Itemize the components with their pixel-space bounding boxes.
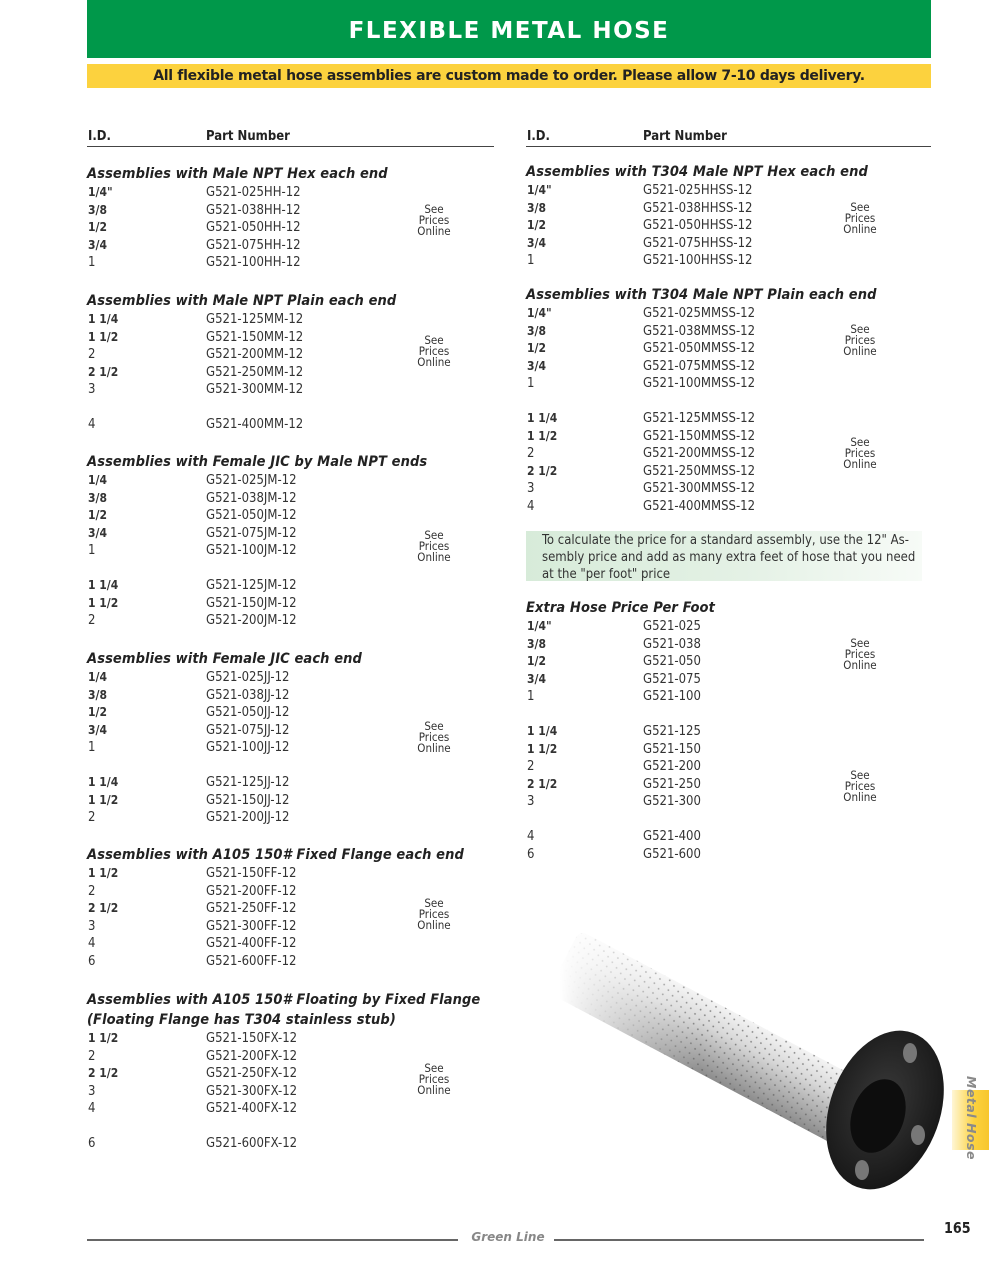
see-prices-online-link[interactable]: See Prices Online [843,200,877,236]
table-row: 3/4 G521-075JM-12 [88,525,297,541]
table-row: 3/8 G521-038 [527,636,701,652]
delivery-notice: All flexible metal hose assemblies are custom made to order. Please allow 7-10 days delivery. [87,64,931,88]
section-male-npt-hex [87,164,494,272]
id-header: I.D. [527,129,550,144]
table-row: 1 G521-100 [527,689,701,704]
table-row: 2 G521-200MMSS-12 [527,446,756,461]
table-row: 2 G521-200MM-12 [88,347,304,362]
table-row: 3/8 G521-038HH-12 [88,202,301,218]
table-row: 1 1/4 G521-125MMSS-12 [527,411,756,426]
table-row: 4 G521-400FF-12 [88,936,297,951]
table-row: 1/2 G521-050JM-12 [88,508,297,523]
footer-divider [87,1239,458,1241]
footer-divider [554,1239,924,1241]
see-prices-online-link[interactable]: See Prices Online [417,202,451,238]
table-row: 2 G521-200FF-12 [88,883,297,899]
table-row: 4 G521-400MM-12 [88,417,304,432]
table-row: 1 1/2 G521-150MM-12 [88,329,304,345]
see-prices-online-link[interactable]: See Prices Online [417,333,451,369]
part-number-header: Part Number [643,129,727,144]
table-row: 1/4" G521-025MMSS-12 [527,306,756,321]
column-header [526,128,931,147]
table-row: 3/8 G521-038JM-12 [88,490,297,506]
section-t304-male-npt-plain [526,285,931,515]
section-male-npt-plain [87,291,494,434]
table-row: 1/2 G521-050HH-12 [88,220,301,235]
see-prices-online-link[interactable]: See Prices Online [417,1061,451,1097]
section-fixed-flange [87,845,494,970]
table-row: 3/8 G521-038MMSS-12 [527,323,756,339]
metal-hose-product-image [560,920,960,1200]
table-row: 3/4 G521-075 [527,671,701,687]
section-title: Assemblies with Male NPT Plain each end [87,293,397,309]
page-title: FLEXIBLE METAL HOSE [87,0,931,58]
table-row: 1/2 G521-050JJ-12 [88,705,290,720]
table-row: 3/4 G521-075JJ-12 [88,722,290,738]
page-number: 165 [944,1219,971,1237]
section-female-jic-each-end [87,649,494,827]
table-row: 2 G521-200FX-12 [88,1048,298,1064]
id-header: I.D. [88,129,111,144]
table-row: 6 G521-600FX-12 [88,1136,298,1151]
section-subtitle: (Floating Flange has T304 stainless stub) [87,1012,396,1028]
part-number-header: Part Number [206,129,290,144]
table-row: 1 G521-100HHSS-12 [527,253,753,268]
section-t304-male-npt-hex [526,162,931,270]
table-row: 2 1/2 G521-250 [527,776,701,792]
section-female-jic-male-npt [87,452,494,630]
table-row: 1 G521-100MMSS-12 [527,376,756,391]
table-row: 3/4 G521-075HHSS-12 [527,235,753,251]
table-row: 2 G521-200 [527,759,701,774]
see-prices-online-link[interactable]: See Prices Online [417,896,451,932]
price-calculation-note: To calculate the price for a standard assembly, use the 12" As- sembly price and add as many extra feet of hose that you need at the "per foot" price [526,531,922,581]
table-row: 1/4" G521-025HHSS-12 [527,183,753,198]
table-row: 3/4 G521-075HH-12 [88,237,301,253]
left-column [87,128,494,1151]
see-prices-online-link[interactable]: See Prices Online [417,528,451,564]
table-row: 6 G521-600FF-12 [88,953,297,969]
table-row: 3/4 G521-075MMSS-12 [527,358,756,374]
table-row: 1 1/4 G521-125JJ-12 [88,775,290,790]
section-title: Assemblies with T304 Male NPT Plain each end [526,287,877,303]
table-row: 4 G521-400 [527,829,701,844]
section-title: Assemblies with T304 Male NPT Hex each end [526,164,868,180]
section-title: Assemblies with Female JIC each end [87,651,362,667]
table-row: 1 G521-100HH-12 [88,255,301,270]
table-row: 6 G521-600 [527,846,701,862]
table-row: 1 1/2 G521-150FX-12 [88,1031,298,1046]
table-row: 3 G521-300FF-12 [88,918,297,934]
section-title: Assemblies with A105 150# Fixed Flange each end [87,847,464,863]
table-row: 1 1/2 G521-150 [527,741,701,757]
table-row: 3/8 G521-038JJ-12 [88,687,290,703]
table-row: 1 1/2 G521-150JM-12 [88,595,297,611]
table-row: 1/2 G521-050MMSS-12 [527,341,756,356]
table-row: 3 G521-300MMSS-12 [527,481,756,496]
table-row: 1 1/4 G521-125JM-12 [88,578,297,593]
see-prices-online-link[interactable]: See Prices Online [843,768,877,804]
table-row: 2 1/2 G521-250FX-12 [88,1066,298,1081]
section-floating-flange [87,990,494,1153]
table-row: 1 1/2 G521-150JJ-12 [88,792,290,808]
table-row: 3 G521-300MM-12 [88,382,304,397]
section-title: Extra Hose Price Per Foot [526,600,715,616]
table-row: 3 G521-300FX-12 [88,1083,298,1099]
table-row: 1 1/4 G521-125MM-12 [88,312,304,327]
section-title: Assemblies with Male NPT Hex each end [87,166,388,182]
table-row: 1/4 G521-025JM-12 [88,473,297,488]
table-row: 4 G521-400MMSS-12 [527,498,756,514]
see-prices-online-link[interactable]: See Prices Online [417,719,451,755]
table-row: 1 1/2 G521-150FF-12 [88,866,297,881]
table-row: 1/2 G521-050 [527,654,701,669]
see-prices-online-link[interactable]: See Prices Online [843,636,877,672]
table-row: 1/4" G521-025HH-12 [88,185,301,200]
table-row: 1/4 G521-025JJ-12 [88,670,290,685]
see-prices-online-link[interactable]: See Prices Online [843,322,877,358]
table-row: 1 G521-100JM-12 [88,543,297,558]
table-row: 1/2 G521-050HHSS-12 [527,218,753,233]
see-prices-online-link[interactable]: See Prices Online [843,435,877,471]
table-row: 2 G521-200JM-12 [88,613,297,628]
footer-brand: Green Line [471,1230,545,1244]
table-row: 1 1/4 G521-125 [527,724,701,739]
table-row: 1 G521-100JJ-12 [88,740,290,755]
table-row: 2 1/2 G521-250MM-12 [88,364,304,380]
section-title: Assemblies with Female JIC by Male NPT ends [87,454,428,470]
table-row: 2 1/2 G521-250FF-12 [88,901,297,916]
table-row: 1/4" G521-025 [527,619,701,634]
side-tab-label: Metal Hose [964,1075,979,1160]
table-row: 4 G521-400FX-12 [88,1101,298,1116]
section-title: Assemblies with A105 150# Floating by Fixed Flange [87,992,481,1008]
table-row: 3/8 G521-038HHSS-12 [527,200,753,216]
table-row: 3 G521-300 [527,794,701,809]
table-row: 1 1/2 G521-150MMSS-12 [527,428,756,444]
table-row: 2 G521-200JJ-12 [88,810,290,825]
section-extra-hose-per-foot [526,598,931,863]
table-row: 2 1/2 G521-250MMSS-12 [527,463,756,479]
column-header [87,128,494,147]
